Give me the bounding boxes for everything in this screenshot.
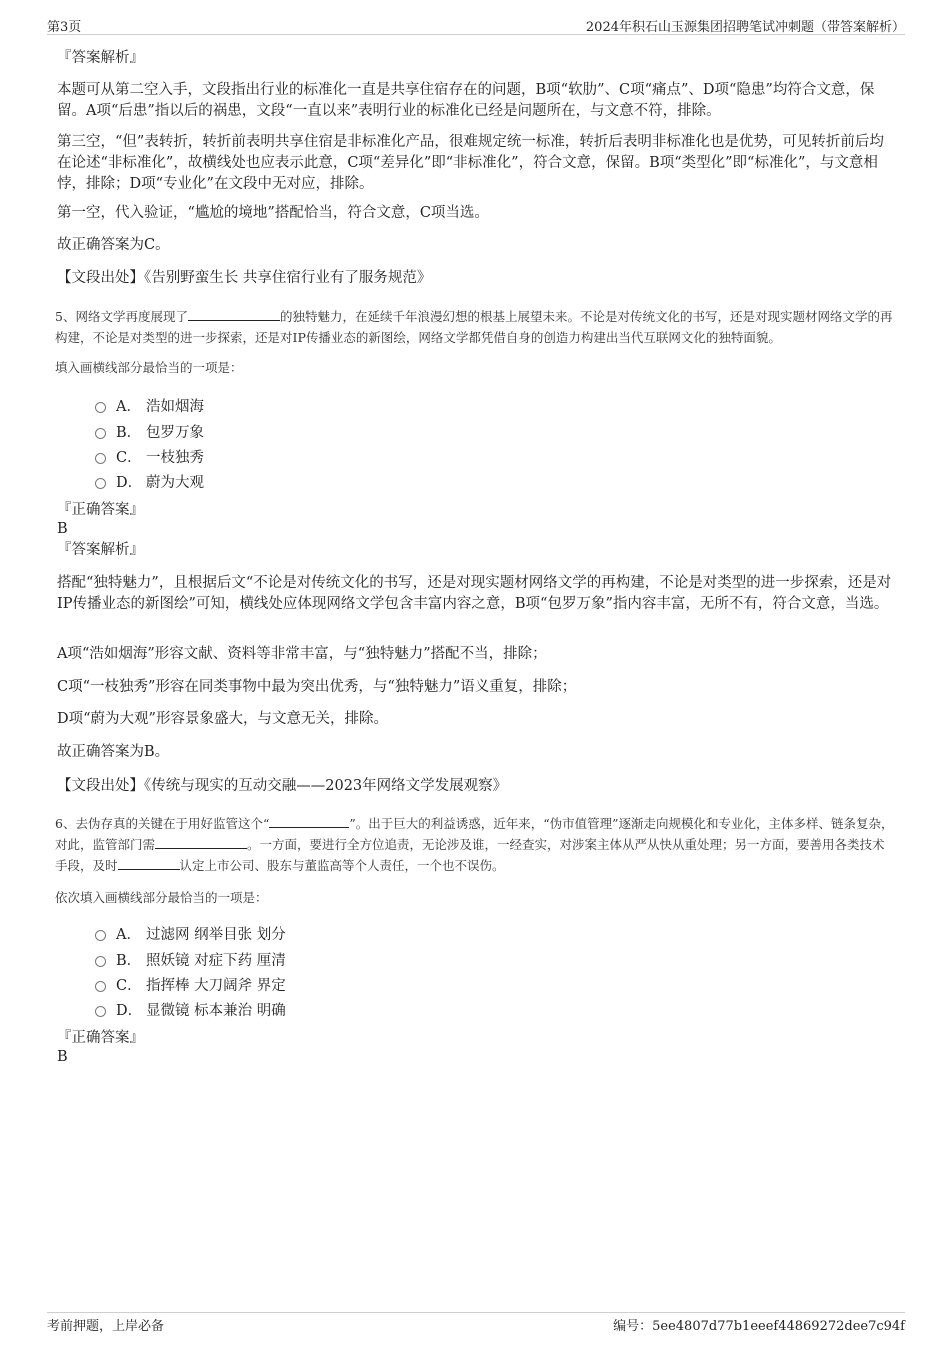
option-text: 显微镜 标本兼治 明确 [146,1002,286,1019]
q6-instruction: 依次填入画横线部分最恰当的一项是： [55,890,268,905]
document-title: 2024年积石山玉源集团招聘笔试冲刺题（带答案解析） [585,20,905,35]
q6-option-d[interactable] [95,999,286,1019]
q5-answer: B [57,521,68,537]
option-key: C． [116,977,142,994]
radio-icon[interactable] [95,428,106,439]
q5-blank [188,306,280,321]
q6-option-c[interactable] [95,974,286,994]
q6-blank-2 [155,834,247,849]
option-text: 浩如烟海 [146,398,204,415]
q4-source: 【文段出处】《告别野蛮生长 共享住宿行业有了服务规范》 [57,270,432,286]
q6-stem-part: 认定上市公司、股东与董监高等个人责任，一个也不误伤。 [179,858,505,873]
q5-analysis-p3: C项“一枝独秀”形容在同类事物中最为突出优秀，与“独特魅力”语义重复，排除； [57,679,577,695]
q5-analysis-p2: A项“浩如烟海”形容文献、资料等非常丰富，与“独特魅力”搭配不当，排除； [57,646,547,662]
q4-analysis-p3: 第一空，代入验证，“尴尬的境地”搭配恰当，符合文意，C项当选。 [57,205,489,221]
q5-analysis-p4: D项“蔚为大观”形容景象盛大，与文意无关，排除。 [57,711,388,727]
radio-icon[interactable] [95,402,106,413]
q6-answer-title: 『正确答案』 [57,1030,144,1046]
q5-option-d[interactable] [95,471,204,491]
q4-analysis-p2: 第三空，“但”表转折，转折前表明共享住宿是非标准化产品，很难规定统一标准，转折后表明非标准化也是优势，可见转折前后均在论述“非标准化”，故横线处也应表示此意，C项“差异化”即“非标准化”，符合文意，保留。B项“类型化”即“标准化”，与文意相悖，排除；D项“专业化”在文段中无对应，排除。 [57,134,884,192]
option-text: 指挥棒 大刀阔斧 界定 [146,977,286,994]
q5-option-a[interactable] [95,395,204,415]
option-text: 一枝独秀 [146,449,204,466]
page-footer [47,1312,905,1334]
radio-icon[interactable] [95,930,106,941]
option-key: C． [116,449,142,466]
q5-option-c[interactable] [95,446,204,466]
radio-icon[interactable] [95,1006,106,1017]
radio-icon[interactable] [95,981,106,992]
page-number: 第3页 [47,20,82,35]
q5-stem-part: 的独特魅力，在延续千年浪漫幻想的根基上展望未来。不论是对传统文化的书写，还是对现实题材网络文学的再构建，不论是对类型的进一步探索，还是对IP传播业态的新图绘，网络文学都凭借自身的创造力构建出当代互联网文化的独特面貌。 [55,309,893,345]
option-key: D． [116,474,143,491]
q6-option-a[interactable] [95,923,286,943]
option-text: 过滤网 纲举目张 划分 [146,926,286,943]
q6-answer: B [57,1049,68,1065]
option-text: 包罗万象 [146,424,204,441]
q6-stem [55,813,897,876]
radio-icon[interactable] [95,478,106,489]
option-key: D． [116,1002,143,1019]
q5-instruction: 填入画横线部分最恰当的一项是： [55,360,243,375]
q6-stem-part: 6、去伪存真的关键在于用好监管这个“ [55,816,270,831]
q6-blank-1 [269,813,349,828]
option-text: 蔚为大观 [146,474,204,491]
q6-stem-part: ”。出于巨大的利益诱惑，近年来，“伪市值管理”逐渐走向规模化和专业化，主体多样、链条复杂，对此，监管部门需 [55,816,894,852]
footer-slogan: 考前押题，上岸必备 [47,1319,165,1334]
page-header [47,14,905,35]
q5-stem [55,306,897,348]
q5-source: 【文段出处】《传统与现实的互动交融——2023年网络文学发展观察》 [57,778,508,794]
q5-stem-part: 5、网络文学再度展现了 [55,309,188,324]
q4-analysis-p1: 本题可从第二空入手，文段指出行业的标准化一直是共享住宿存在的问题，B项“软肋”、C项“痛点”、D项“隐患”均符合文意，保留。A项“后患”指以后的祸患，文段“一直以来”表明行业的标准化已经是问题所在，与文意不符，排除。 [57,82,875,119]
q6-option-b[interactable] [95,949,286,969]
radio-icon[interactable] [95,453,106,464]
q5-analysis-title: 『答案解析』 [57,542,144,558]
q6-blank-3 [118,855,180,870]
radio-icon[interactable] [95,956,106,967]
q4-analysis-title: 『答案解析』 [57,50,144,66]
q4-analysis-p4: 故正确答案为C。 [57,237,170,253]
q5-answer-title: 『正确答案』 [57,502,144,518]
q5-analysis-p1: 搭配“独特魅力”，且根据后文“不论是对传统文化的书写，还是对现实题材网络文学的再构建，不论是对类型的进一步探索，还是对IP传播业态的新图绘”可知，横线处应体现网络文学包含丰富内容之意，B项“包罗万象”指内容丰富，无所不有，符合文意，当选。 [57,575,892,612]
option-key: A． [116,926,141,943]
footer-serial: 编号：5ee4807d77b1eeef44869272dee7c94f [613,1319,905,1334]
option-key: A． [116,398,141,415]
option-key: B． [116,424,142,441]
option-key: B． [116,952,142,969]
q6-stem-part: 。一方面，要进行全方位追责，无论涉及谁，一经查实，对涉案主体从严从快从重处理；另一方面，要善用各类技术手段，及时 [55,837,885,873]
q5-option-b[interactable] [95,421,204,441]
q5-analysis-p5: 故正确答案为B。 [57,744,170,760]
option-text: 照妖镜 对症下药 厘清 [146,952,286,969]
